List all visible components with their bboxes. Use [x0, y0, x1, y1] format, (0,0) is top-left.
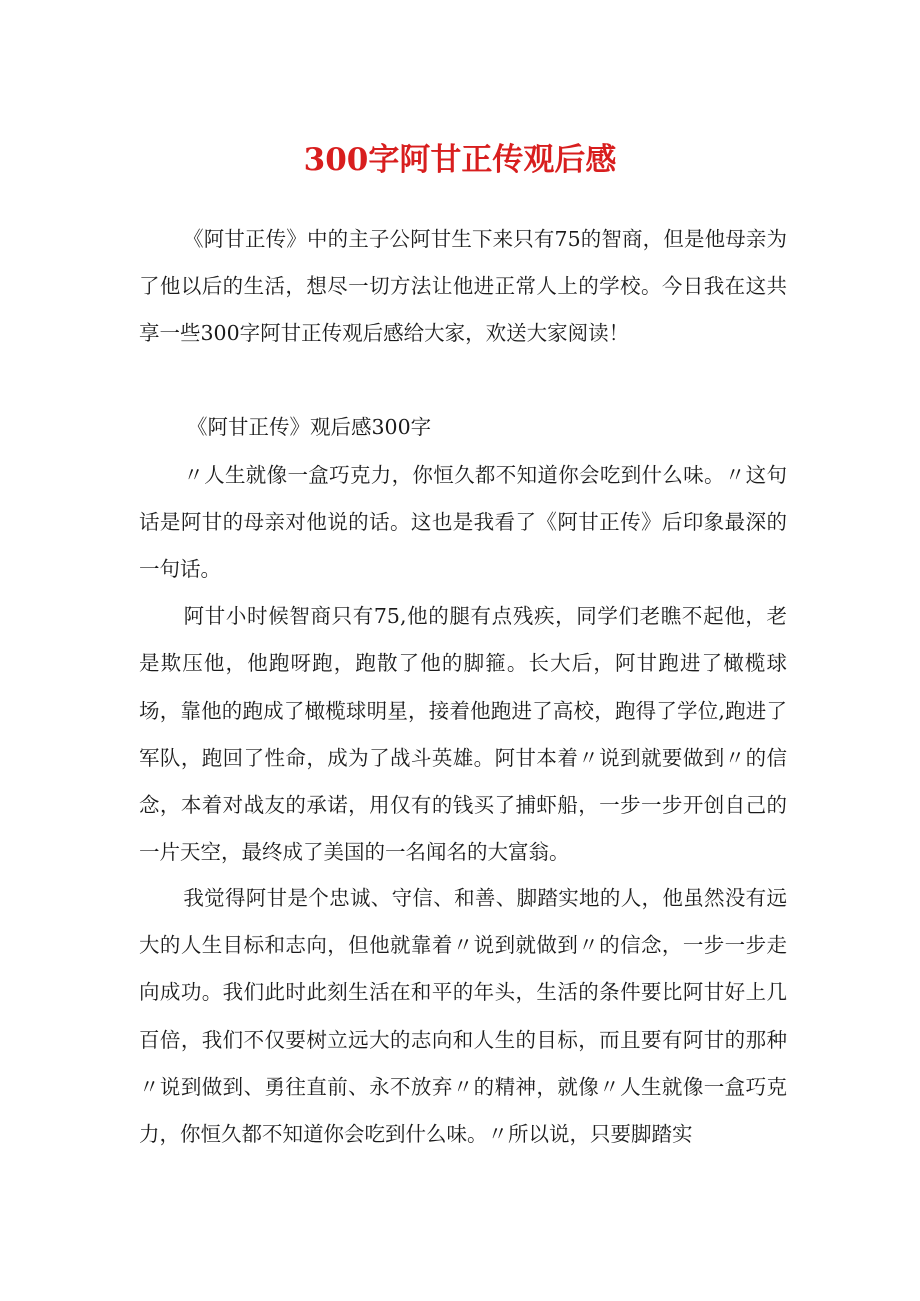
- document-title: 300字阿甘正传观后感: [303, 142, 617, 178]
- paragraph-text: 阿甘小时候智商只有75,他的腿有点残疾，同学们老瞧不起他，老是欺压他，他跑呀跑，跑散了他的脚箍。长大后，阿甘跑进了橄榄球场，靠他的跑成了橄榄球明星，接着他跑进了高校，跑得了学位,跑进了军队，跑回了性命，成为了战斗英雄。阿甘本着〃说到就要做到〃的信念，本着对战友的承诺，用仅有的钱买了捕虾船，一步一步开创自己的一片天空，最终成了美国的一名闻名的大富翁。: [139, 604, 787, 865]
- paragraph-text: 〃人生就像一盒巧克力，你恒久都不知道你会吃到什么味。〃这句话是阿甘的母亲对他说的话。这也是我看了《阿甘正传》后印象最深的一句话。: [139, 463, 787, 581]
- body-paragraph-1: [139, 452, 787, 593]
- intro-paragraph: [139, 216, 787, 357]
- body-paragraph-3: [139, 875, 787, 1158]
- paragraph-text: 我觉得阿甘是个忠诚、守信、和善、脚踏实地的人，他虽然没有远大的人生目标和志向，但他就靠着〃说到就做到〃的信念，一步一步走向成功。我们此时此刻生活在和平的年头，生活的条件要比阿甘好上几百倍，我们不仅要树立远大的志向和人生的目标，而且要有阿甘的那种〃说到做到、勇往直前、永不放弃〃的精神，就像〃人生就像一盒巧克力，你恒久都不知道你会吃到什么味。〃所以说，只要脚踏实: [139, 886, 787, 1147]
- section-subheading: 《阿甘正传》观后感300字: [187, 415, 432, 439]
- body-paragraph-2: [139, 593, 787, 877]
- intro-text: 《阿甘正传》中的主子公阿甘生下来只有75的智商，但是他母亲为了他以后的生活，想尽一切方法让他进正常人上的学校。今日我在这共享一些300字阿甘正传观后感给大家，欢送大家阅读！: [139, 227, 787, 345]
